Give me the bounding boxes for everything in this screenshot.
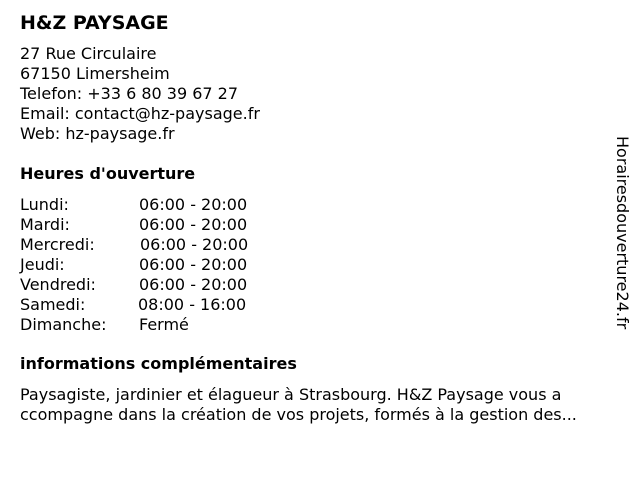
hours-row-monday — [20, 195, 320, 215]
description-line: Paysagiste, jardinier et élagueur à Strasbourg. H&Z Paysage vous a — [20, 385, 562, 404]
day-label: Samedi: — [20, 295, 86, 314]
website: Web: hz-paysage.fr — [20, 124, 175, 143]
hours-row-saturday — [20, 295, 320, 315]
hours-row-thursday — [20, 255, 320, 275]
address-street: 27 Rue Circulaire — [20, 44, 157, 63]
phone-number: Telefon: +33 6 80 39 67 27 — [20, 84, 239, 103]
opening-hours-list — [20, 195, 320, 335]
day-label: Lundi: — [20, 195, 69, 214]
time-value: 06:00 - 20:00 — [139, 215, 248, 234]
hours-row-friday — [20, 275, 320, 295]
description-line: ccompagne dans la création de vos projets, formés à la gestion des... — [20, 405, 577, 424]
day-label: Dimanche: — [20, 315, 107, 334]
day-label: Mardi: — [20, 215, 70, 234]
address-city: 67150 Limersheim — [20, 64, 170, 83]
hours-row-tuesday — [20, 215, 320, 235]
day-label: Mercredi: — [20, 235, 95, 254]
hours-row-wednesday — [20, 235, 320, 255]
info-heading: informations complémentaires — [20, 354, 297, 373]
time-value: Fermé — [139, 315, 189, 334]
business-name: H&Z PAYSAGE — [20, 12, 169, 34]
day-label: Jeudi: — [20, 255, 65, 274]
contact-block — [20, 44, 260, 144]
hours-heading: Heures d'ouverture — [20, 164, 196, 183]
time-value: 06:00 - 20:00 — [139, 195, 248, 214]
time-value: 06:00 - 20:00 — [139, 275, 248, 294]
business-description — [20, 385, 630, 425]
site-watermark: Horairesdouverture24.fr — [613, 136, 632, 330]
day-label: Vendredi: — [20, 275, 96, 294]
time-value: 08:00 - 16:00 — [138, 295, 247, 314]
time-value: 06:00 - 20:00 — [139, 255, 248, 274]
email-address: Email: contact@hz-paysage.fr — [20, 104, 260, 123]
hours-row-sunday — [20, 315, 320, 335]
time-value: 06:00 - 20:00 — [140, 235, 249, 254]
